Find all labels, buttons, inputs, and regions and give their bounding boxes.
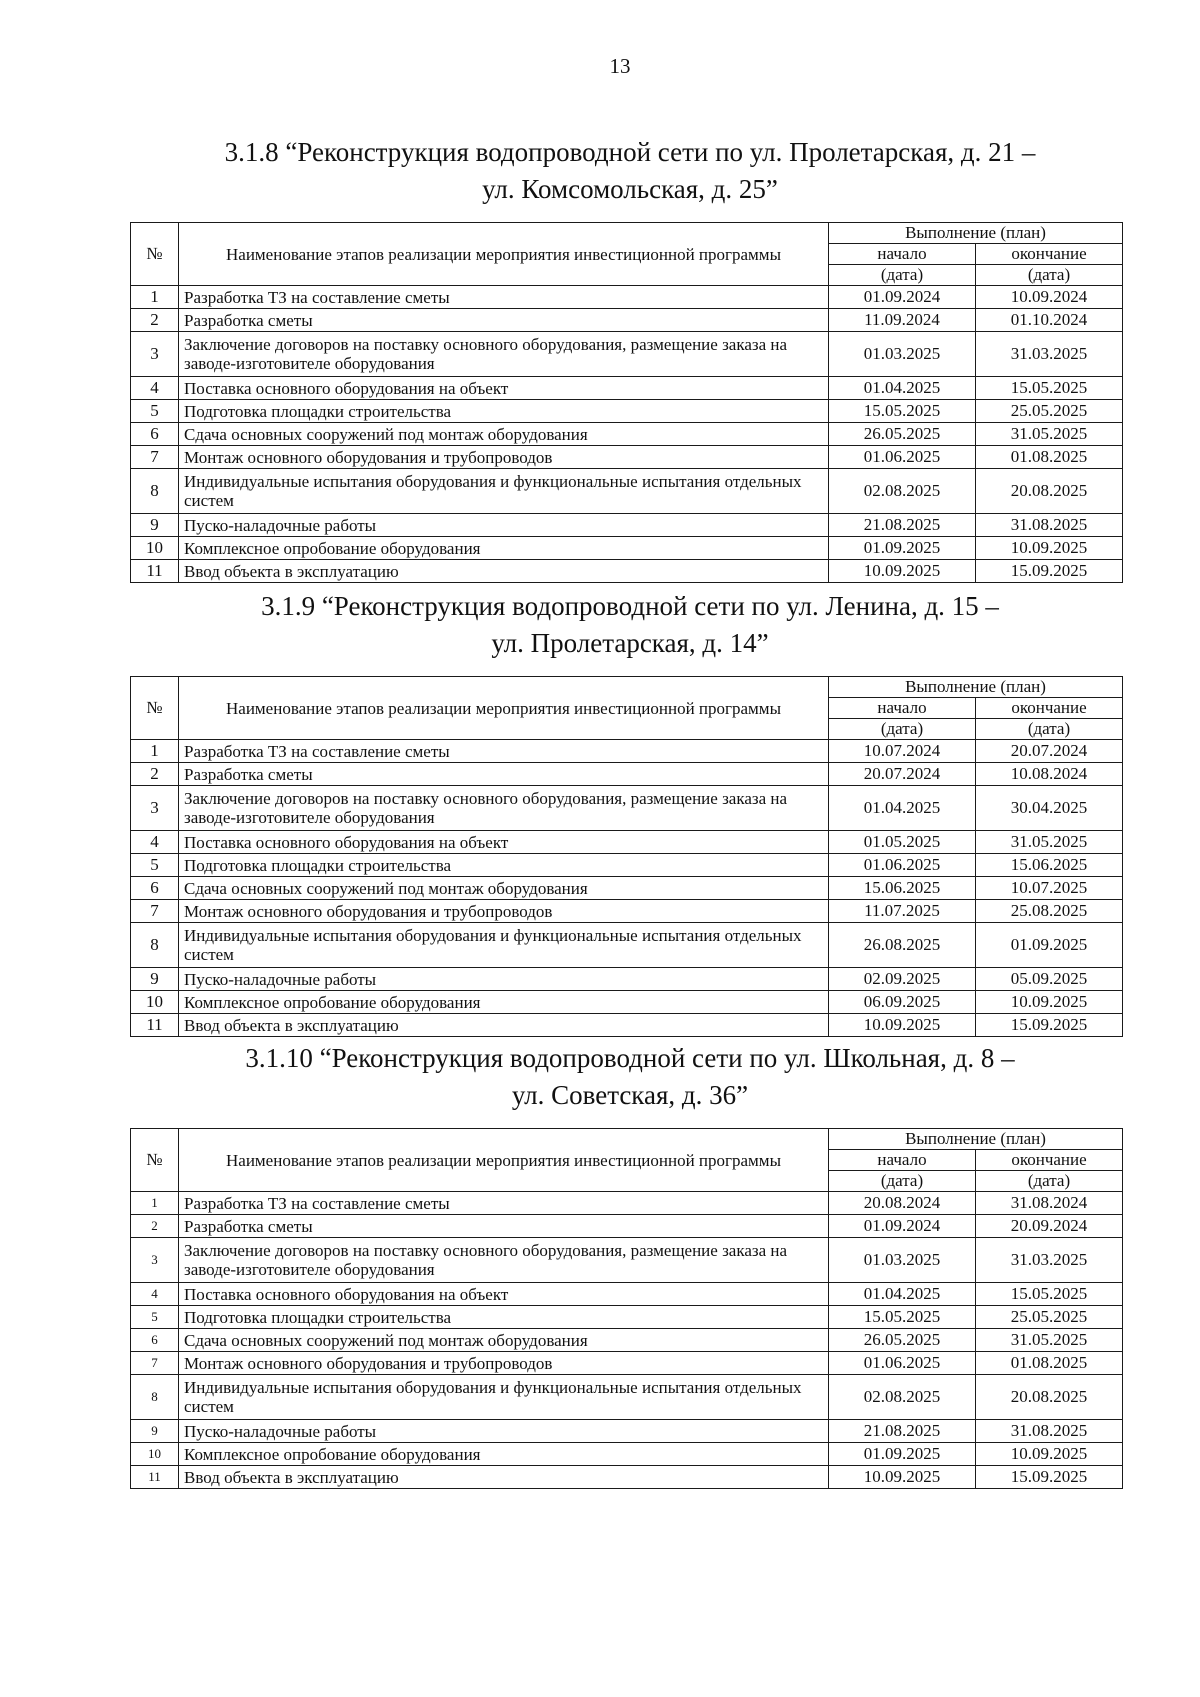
row-number: 10 (131, 537, 179, 560)
header-end: окончание (976, 698, 1123, 719)
stage-name: Индивидуальные испытания оборудования и функциональные испытания отдельных систем (179, 1375, 829, 1420)
schedule-rows (131, 740, 1123, 1037)
start-date: 11.09.2024 (829, 309, 976, 332)
table-row (131, 286, 1123, 309)
table-row (131, 1215, 1123, 1238)
header-start: начало (829, 1150, 976, 1171)
table-row (131, 469, 1123, 514)
table-row (131, 1329, 1123, 1352)
row-number: 11 (131, 1466, 179, 1489)
stage-name: Пуско-наладочные работы (179, 968, 829, 991)
row-number: 2 (131, 309, 179, 332)
table-row (131, 514, 1123, 537)
stage-name: Подготовка площадки строительства (179, 400, 829, 423)
table-row (131, 423, 1123, 446)
header-num: № (131, 677, 179, 740)
end-date: 01.09.2025 (976, 923, 1123, 968)
end-date: 25.05.2025 (976, 400, 1123, 423)
stage-name: Монтаж основного оборудования и трубопроводов (179, 900, 829, 923)
section-title-3-1-10 (130, 1040, 1130, 1114)
row-number: 9 (131, 968, 179, 991)
table-row (131, 400, 1123, 423)
end-date: 31.03.2025 (976, 1238, 1123, 1283)
end-date: 15.09.2025 (976, 560, 1123, 583)
row-number: 1 (131, 740, 179, 763)
row-number: 3 (131, 1238, 179, 1283)
section-title-line-2: ул. Комсомольская, д. 25” (482, 174, 778, 204)
row-number: 9 (131, 514, 179, 537)
row-number: 3 (131, 786, 179, 831)
section-title-3-1-8 (130, 134, 1130, 208)
start-date: 01.04.2025 (829, 377, 976, 400)
start-date: 15.05.2025 (829, 400, 976, 423)
table-row (131, 740, 1123, 763)
end-date: 31.03.2025 (976, 332, 1123, 377)
header-start-date: (дата) (829, 1171, 976, 1192)
table-row (131, 831, 1123, 854)
row-number: 2 (131, 763, 179, 786)
start-date: 15.06.2025 (829, 877, 976, 900)
section-title-line-2: ул. Пролетарская, д. 14” (491, 628, 769, 658)
header-end-date: (дата) (976, 265, 1123, 286)
row-number: 5 (131, 400, 179, 423)
section-title-line-1: 3.1.10 “Реконструкция водопроводной сети по ул. Школьная, д. 8 – (245, 1043, 1015, 1073)
stage-name: Разработка ТЗ на составление сметы (179, 740, 829, 763)
start-date: 10.09.2025 (829, 1466, 976, 1489)
row-number: 10 (131, 991, 179, 1014)
table-row (131, 446, 1123, 469)
start-date: 10.09.2025 (829, 1014, 976, 1037)
stage-name: Сдача основных сооружений под монтаж оборудования (179, 423, 829, 446)
stage-name: Пуско-наладочные работы (179, 1420, 829, 1443)
stage-name: Подготовка площадки строительства (179, 1306, 829, 1329)
stage-name: Ввод объекта в эксплуатацию (179, 560, 829, 583)
row-number: 4 (131, 831, 179, 854)
stage-name: Поставка основного оборудования на объект (179, 377, 829, 400)
row-number: 8 (131, 923, 179, 968)
end-date: 20.07.2024 (976, 740, 1123, 763)
end-date: 05.09.2025 (976, 968, 1123, 991)
row-number: 3 (131, 332, 179, 377)
start-date: 01.05.2025 (829, 831, 976, 854)
start-date: 06.09.2025 (829, 991, 976, 1014)
stage-name: Поставка основного оборудования на объект (179, 831, 829, 854)
stage-name: Заключение договоров на поставку основного оборудования, размещение заказа на заводе-изготовителе оборудования (179, 1238, 829, 1283)
section-title-line-1: 3.1.9 “Реконструкция водопроводной сети по ул. Ленина, д. 15 – (261, 591, 999, 621)
header-start: начало (829, 244, 976, 265)
stage-name: Поставка основного оборудования на объект (179, 1283, 829, 1306)
row-number: 11 (131, 1014, 179, 1037)
row-number: 4 (131, 377, 179, 400)
start-date: 20.07.2024 (829, 763, 976, 786)
schedule-table-3-1-9 (130, 676, 1123, 1037)
stage-name: Индивидуальные испытания оборудования и функциональные испытания отдельных систем (179, 469, 829, 514)
table-row (131, 537, 1123, 560)
end-date: 31.08.2024 (976, 1192, 1123, 1215)
stage-name: Комплексное опробование оборудования (179, 1443, 829, 1466)
start-date: 02.08.2025 (829, 1375, 976, 1420)
table-row (131, 923, 1123, 968)
start-date: 10.09.2025 (829, 560, 976, 583)
end-date: 01.08.2025 (976, 446, 1123, 469)
start-date: 01.09.2024 (829, 1215, 976, 1238)
table-row (131, 968, 1123, 991)
end-date: 01.08.2025 (976, 1352, 1123, 1375)
section-title-line-2: ул. Советская, д. 36” (511, 1080, 749, 1110)
stage-name: Заключение договоров на поставку основного оборудования, размещение заказа на заводе-изготовителе оборудования (179, 332, 829, 377)
row-number: 8 (131, 469, 179, 514)
start-date: 01.03.2025 (829, 1238, 976, 1283)
start-date: 01.04.2025 (829, 786, 976, 831)
schedule-table-3-1-8 (130, 222, 1123, 583)
end-date: 10.09.2025 (976, 991, 1123, 1014)
header-end-date: (дата) (976, 1171, 1123, 1192)
row-number: 8 (131, 1375, 179, 1420)
stage-name: Разработка сметы (179, 763, 829, 786)
table-row (131, 1420, 1123, 1443)
stage-name: Заключение договоров на поставку основного оборудования, размещение заказа на заводе-изготовителе оборудования (179, 786, 829, 831)
row-number: 1 (131, 286, 179, 309)
start-date: 01.06.2025 (829, 854, 976, 877)
end-date: 10.07.2025 (976, 877, 1123, 900)
start-date: 01.09.2025 (829, 1443, 976, 1466)
start-date: 02.09.2025 (829, 968, 976, 991)
stage-name: Разработка ТЗ на составление сметы (179, 1192, 829, 1215)
end-date: 10.08.2024 (976, 763, 1123, 786)
header-num: № (131, 1129, 179, 1192)
start-date: 02.08.2025 (829, 469, 976, 514)
start-date: 20.08.2024 (829, 1192, 976, 1215)
end-date: 20.08.2025 (976, 469, 1123, 514)
header-stage-name: Наименование этапов реализации мероприятия инвестиционной программы (179, 677, 829, 740)
header-start: начало (829, 698, 976, 719)
header-stage-name: Наименование этапов реализации мероприятия инвестиционной программы (179, 223, 829, 286)
table-row (131, 877, 1123, 900)
row-number: 1 (131, 1192, 179, 1215)
end-date: 20.09.2024 (976, 1215, 1123, 1238)
row-number: 7 (131, 900, 179, 923)
page-number: 13 (609, 54, 631, 78)
end-date: 15.05.2025 (976, 377, 1123, 400)
start-date: 21.08.2025 (829, 514, 976, 537)
start-date: 26.05.2025 (829, 423, 976, 446)
header-stage-name: Наименование этапов реализации мероприятия инвестиционной программы (179, 1129, 829, 1192)
stage-name: Подготовка площадки строительства (179, 854, 829, 877)
row-number: 5 (131, 1306, 179, 1329)
row-number: 2 (131, 1215, 179, 1238)
stage-name: Пуско-наладочные работы (179, 514, 829, 537)
table-row (131, 786, 1123, 831)
row-number: 10 (131, 1443, 179, 1466)
header-execution: Выполнение (план) (829, 677, 1123, 698)
start-date: 01.06.2025 (829, 1352, 976, 1375)
schedule-table-3-1-10 (130, 1128, 1123, 1489)
header-end-date: (дата) (976, 719, 1123, 740)
stage-name: Монтаж основного оборудования и трубопроводов (179, 446, 829, 469)
end-date: 10.09.2024 (976, 286, 1123, 309)
row-number: 7 (131, 1352, 179, 1375)
section-title-3-1-9 (130, 588, 1130, 662)
table-row (131, 1283, 1123, 1306)
stage-name: Комплексное опробование оборудования (179, 537, 829, 560)
end-date: 25.05.2025 (976, 1306, 1123, 1329)
end-date: 10.09.2025 (976, 1443, 1123, 1466)
row-number: 6 (131, 877, 179, 900)
header-execution: Выполнение (план) (829, 1129, 1123, 1150)
end-date: 31.08.2025 (976, 514, 1123, 537)
row-number: 4 (131, 1283, 179, 1306)
stage-name: Монтаж основного оборудования и трубопроводов (179, 1352, 829, 1375)
stage-name: Разработка сметы (179, 1215, 829, 1238)
table-row (131, 332, 1123, 377)
table-row (131, 1443, 1123, 1466)
table-row (131, 763, 1123, 786)
end-date: 15.05.2025 (976, 1283, 1123, 1306)
stage-name: Ввод объекта в эксплуатацию (179, 1466, 829, 1489)
table-row (131, 1352, 1123, 1375)
end-date: 25.08.2025 (976, 900, 1123, 923)
end-date: 31.08.2025 (976, 1420, 1123, 1443)
header-end: окончание (976, 244, 1123, 265)
stage-name: Сдача основных сооружений под монтаж оборудования (179, 877, 829, 900)
start-date: 01.03.2025 (829, 332, 976, 377)
start-date: 01.09.2024 (829, 286, 976, 309)
stage-name: Разработка сметы (179, 309, 829, 332)
end-date: 15.09.2025 (976, 1014, 1123, 1037)
table-row (131, 377, 1123, 400)
row-number: 11 (131, 560, 179, 583)
row-number: 9 (131, 1420, 179, 1443)
table-row (131, 560, 1123, 583)
start-date: 11.07.2025 (829, 900, 976, 923)
header-start-date: (дата) (829, 719, 976, 740)
end-date: 31.05.2025 (976, 1329, 1123, 1352)
row-number: 5 (131, 854, 179, 877)
table-row (131, 1238, 1123, 1283)
table-row (131, 900, 1123, 923)
start-date: 10.07.2024 (829, 740, 976, 763)
end-date: 20.08.2025 (976, 1375, 1123, 1420)
end-date: 31.05.2025 (976, 831, 1123, 854)
table-row (131, 991, 1123, 1014)
stage-name: Индивидуальные испытания оборудования и функциональные испытания отдельных систем (179, 923, 829, 968)
stage-name: Комплексное опробование оборудования (179, 991, 829, 1014)
end-date: 15.09.2025 (976, 1466, 1123, 1489)
start-date: 15.05.2025 (829, 1306, 976, 1329)
row-number: 6 (131, 1329, 179, 1352)
start-date: 26.05.2025 (829, 1329, 976, 1352)
stage-name: Разработка ТЗ на составление сметы (179, 286, 829, 309)
header-end: окончание (976, 1150, 1123, 1171)
table-row (131, 309, 1123, 332)
table-row (131, 1014, 1123, 1037)
end-date: 10.09.2025 (976, 537, 1123, 560)
row-number: 6 (131, 423, 179, 446)
schedule-rows (131, 286, 1123, 583)
table-row (131, 1192, 1123, 1215)
end-date: 15.06.2025 (976, 854, 1123, 877)
table-row (131, 1306, 1123, 1329)
stage-name: Ввод объекта в эксплуатацию (179, 1014, 829, 1037)
end-date: 31.05.2025 (976, 423, 1123, 446)
end-date: 01.10.2024 (976, 309, 1123, 332)
row-number: 7 (131, 446, 179, 469)
schedule-rows (131, 1192, 1123, 1489)
start-date: 01.09.2025 (829, 537, 976, 560)
start-date: 26.08.2025 (829, 923, 976, 968)
header-num: № (131, 223, 179, 286)
table-row (131, 854, 1123, 877)
start-date: 21.08.2025 (829, 1420, 976, 1443)
header-start-date: (дата) (829, 265, 976, 286)
end-date: 30.04.2025 (976, 786, 1123, 831)
section-title-line-1: 3.1.8 “Реконструкция водопроводной сети по ул. Пролетарская, д. 21 – (224, 137, 1036, 167)
header-execution: Выполнение (план) (829, 223, 1123, 244)
start-date: 01.04.2025 (829, 1283, 976, 1306)
table-row (131, 1375, 1123, 1420)
table-row (131, 1466, 1123, 1489)
start-date: 01.06.2025 (829, 446, 976, 469)
stage-name: Сдача основных сооружений под монтаж оборудования (179, 1329, 829, 1352)
